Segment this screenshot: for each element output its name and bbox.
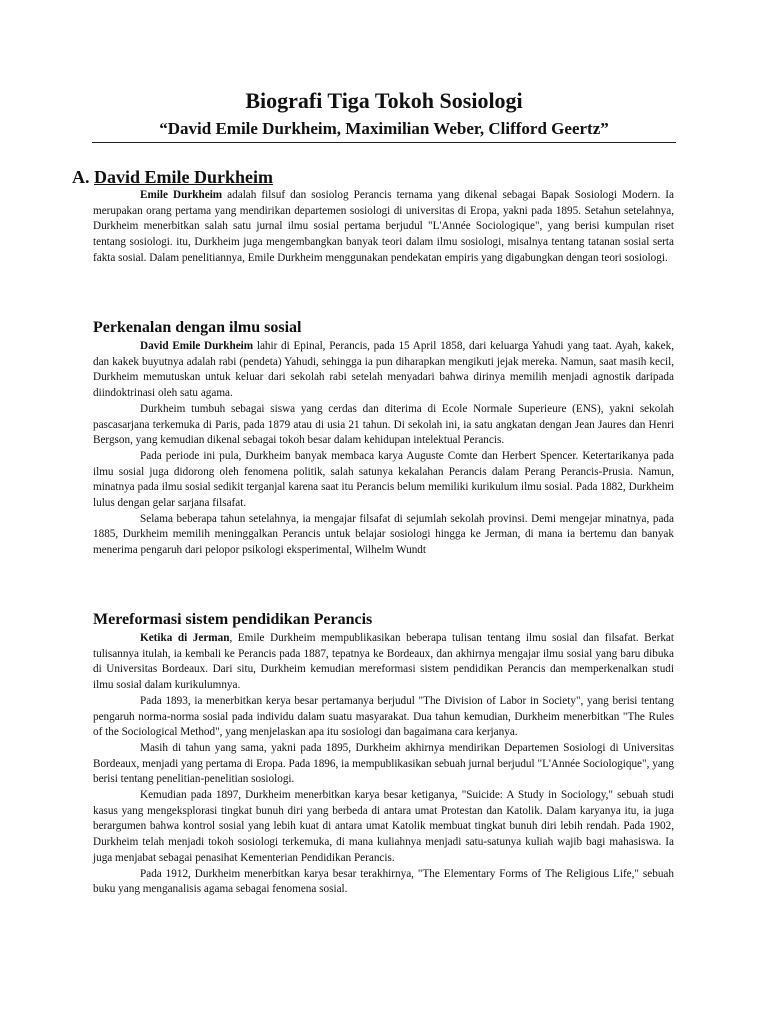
subsection-heading-perkenalan: Perkenalan dengan ilmu sosial — [93, 319, 302, 336]
paragraph-text: Durkheim tumbuh sebagai siswa yang cerdas dan diterima di Ecole Normale Superieure (ENS), yakni sekolah pascasarjana terkemuka di Paris, pada 1879 atau di usia 21 tahun. Di sekolah ini, ia satu angkatan dengan Jean Jaures dan Henri Bergson, yang kemudian dikenal sebagai tokoh besar dalam kehidupan intelektual Perancis. — [93, 402, 674, 447]
paragraph-lead: David Emile Durkheim — [140, 340, 254, 352]
paragraph-text: lahir di Epinal, Perancis, pada 15 April 1858, dari keluarga Yahudi yang taat. Ayah, kakek, dan kakek buyutnya adalah rabi (pendeta) Yahudi, sehingga ia pun diharapkan mengikuti jejak mereka. Namun, saat masih kecil, Durkheim memutuskan untuk keluar dari sekolah rabi setelah menyadari bahwa dirinya memilih menjadi agnostik daripada diindoktrinasi oleh satu agama. — [93, 340, 674, 400]
paragraph — [93, 694, 674, 741]
paragraph-text: Pada periode ini pula, Durkheim banyak membaca karya Auguste Comte dan Herbert Spencer. Ketertarikanya pada ilmu sosial juga didorong oleh fenomena politik, salah satunya kekalahan Perancis dalam Perang Perancis-Prusia. Namun, minatnya pada ilmu sosial sedikit terganjal karena saat itu Perancis belum memiliki kurikulum ilmu sosial. Pada 1882, Durkheim lulus dengan gelar sarjana filsafat. — [93, 449, 674, 510]
document-title: Biografi Tiga Tokoh Sosiologi — [245, 88, 523, 113]
paragraph-text: Kemudian pada 1897, Durkheim menerbitkan karya besar ketiganya, "Suicide: A Study in Sociology," sebuah studi kasus yang mengeksplorasi tingkat bunuh diri yang berbeda di antara umat Protestan dan Katolik. Dalam karyanya itu, ia juga berargumen bahwa kontrol sosial yang lebih kuat di antara umat Katolik membuat tingkat bunuh diri lebih rendah. Pada 1902, Durkheim telah menjadi tokoh sosiologi terkemuka, di mana kuliahnya menjadi satu-satunya kuliah wajib bagi mahasiswa. Ia juga menjabat sebagai penasihat Kementerian Pendidikan Perancis. — [93, 789, 674, 864]
paragraph-text: Masih di tahun yang sama, yakni pada 1895, Durkheim akhirnya mendirikan Departemen Sosiologi di Universitas Bordeaux, menjadi yang pertama di Eropa. Pada 1896, ia mempublikasikan sebuah jurnal berjudul "L'Année Sociologique", yang berisi tentang penelitian-penelitian sosiologi. — [93, 741, 674, 786]
paragraph — [93, 449, 674, 512]
paragraph — [93, 741, 674, 788]
paragraph-text: , Emile Durkheim mempublikasikan beberapa tulisan tentang ilmu sosial dan filsafat. Berkat tulisannya itulah, ia kembali ke Perancis pada 1887, tepatnya ke Bordeaux, dan akhirnya mengajar ilmu sosial yang baru dibuka di Universitas Bordeaux. Dari situ, Durkheim kemudian mereformasi sistem pendidikan Perancis dan memperkenalkan studi ilmu sosial dalam kurikulumnya. — [93, 632, 674, 692]
paragraph-text: adalah filsuf dan sosiolog Perancis ternama yang dikenal sebagai Bapak Sosiologi Modern. Ia merupakan orang pertama yang mendirikan departemen sosiologi di universitas di Eropa, yakni pada 1895. Setahun setelahnya, Durkheim menerbitkan salah satu jurnal ilmu sosial pertama berjudul "L'Année Sociologique", yang berisi kumpulan riset tentang sosiologi. itu, Durkheim juga mengembangkan banyak teori dalam ilmu sosiologi, misalnya tentang tatanan sosial serta fakta sosial. Dalam penelitiannya, Emile Durkheim menggunakan pendekatan empiris yang digabungkan dengan teori sosiologi. — [93, 189, 674, 264]
paragraph — [93, 631, 674, 694]
paragraph-lead: Emile Durkheim — [140, 189, 223, 201]
paragraph — [93, 867, 674, 898]
paragraph-text: Pada 1912, Durkheim menerbitkan karya besar terakhirnya, "The Elementary Forms of The Religious Life," sebuah buku yang menganalisis agama sebagai fenomena sosial. — [93, 867, 674, 896]
subsection-body-mereformasi — [93, 631, 674, 898]
paragraph — [93, 512, 674, 559]
subsection-body-perkenalan — [93, 339, 674, 559]
subsection-heading-mereformasi: Mereformasi sistem pendidikan Perancis — [93, 611, 373, 628]
title-divider — [92, 142, 676, 143]
intro-paragraph — [93, 188, 674, 267]
document-subtitle: “David Emile Durkheim, Maximilian Weber, Clifford Geertz” — [159, 119, 609, 138]
paragraph-lead: Ketika di Jerman — [140, 632, 230, 644]
paragraph-text: Pada 1893, ia menerbitkan kerya besar pertamanya berjudul "The Division of Labor in Society", yang berisi tentang pengaruh norma-norma sosial pada individu dalam suatu masyarakat. Dua tahun kemudian, Durkheim menerbitkan "The Rules of the Sociological Method", yang menjelaskan apa itu sosiologi dan bagaimana cara kerjanya. — [93, 694, 674, 739]
paragraph — [93, 402, 674, 449]
paragraph — [93, 339, 674, 402]
paragraph — [93, 788, 674, 867]
section-heading — [72, 167, 273, 188]
section-name: David Emile Durkheim — [94, 167, 274, 187]
intro-block — [93, 188, 674, 267]
section-number: A. — [72, 167, 90, 187]
paragraph-text: Selama beberapa tahun setelahnya, ia mengajar filsafat di sejumlah sekolah provinsi. Demi mengejar minatnya, pada 1885, Durkheim memilih meninggalkan Perancis untuk belajar sosiologi hingga ke Jerman, di mana ia bertemu dan banyak menerima pengaruh dari pelopor psikologi eksperimental, Wilhelm Wundt — [93, 512, 674, 557]
